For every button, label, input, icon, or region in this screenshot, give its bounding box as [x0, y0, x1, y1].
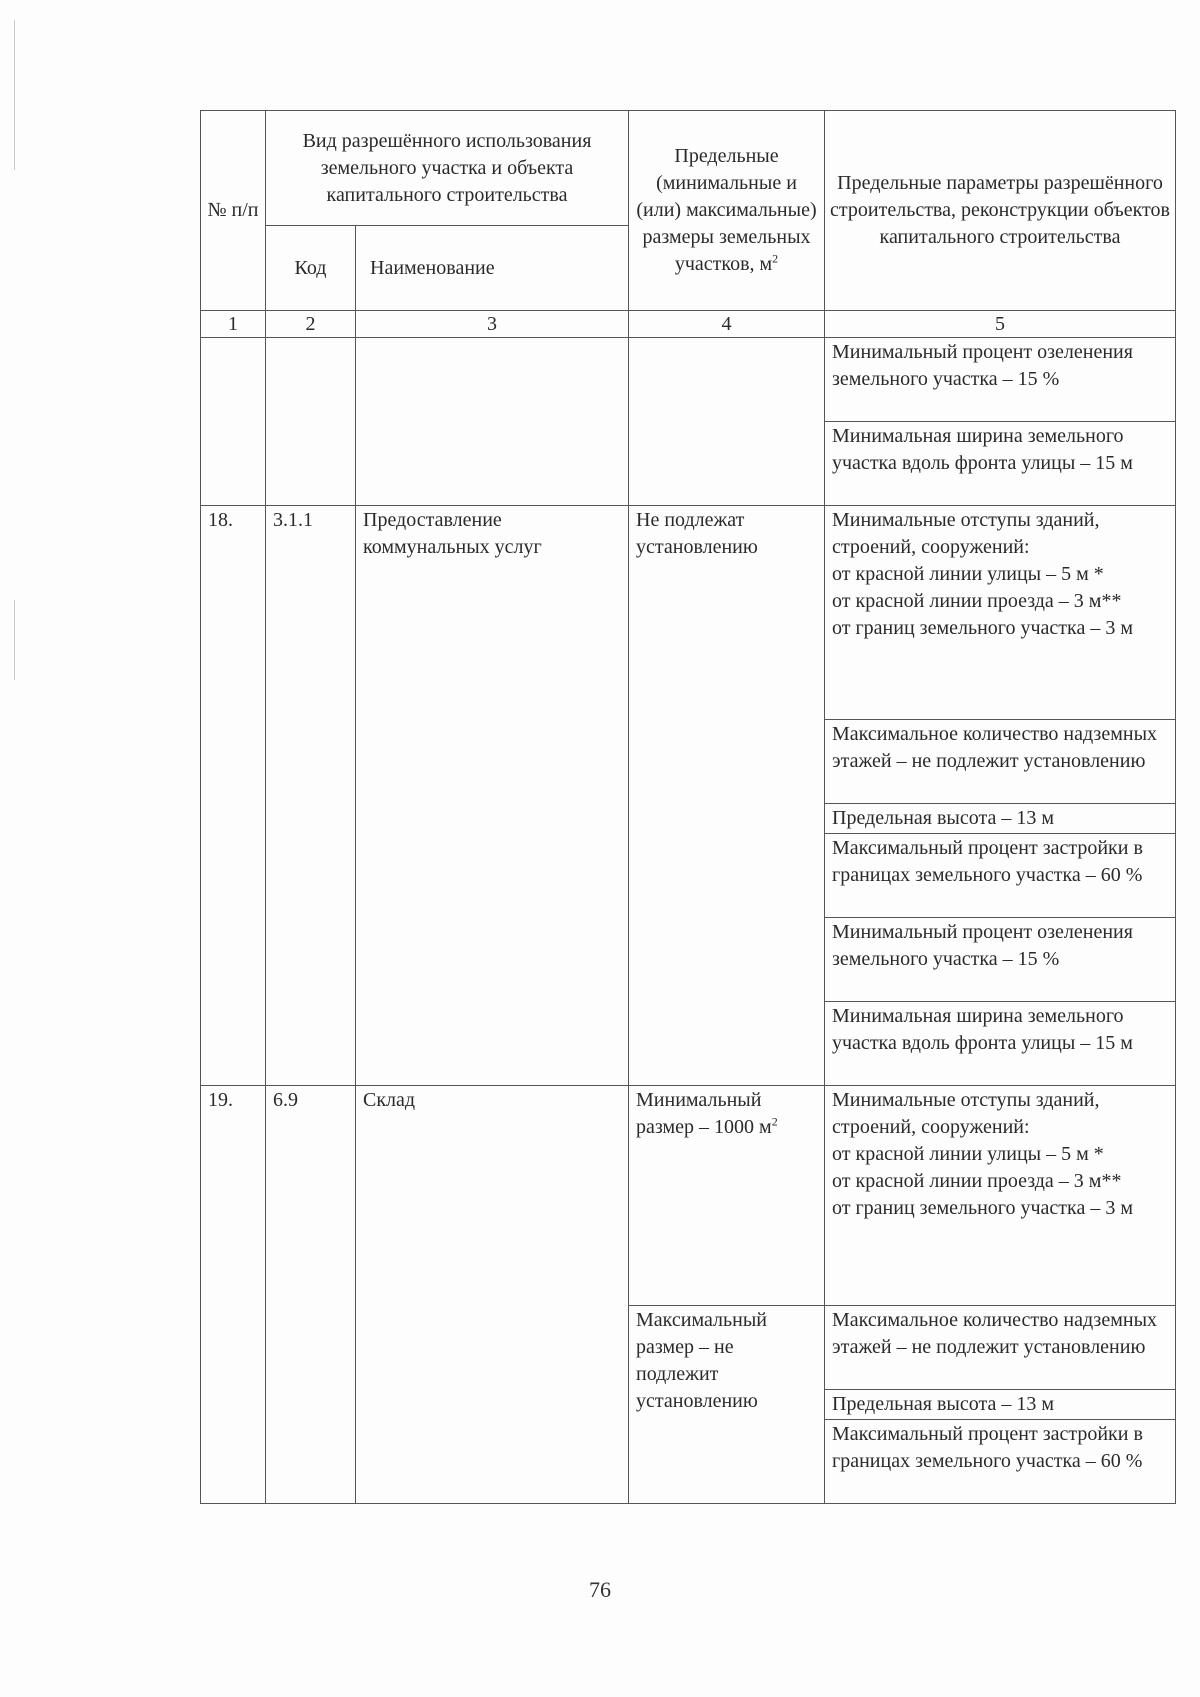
param-cell: Предельная высота – 13 м: [825, 804, 1176, 834]
column-number-row: [201, 311, 1176, 338]
param-cell: Максимальное количество надземных этажей – не подлежит установлению: [825, 1306, 1176, 1390]
param-cell: Минимальный процент озеленения земельного участка – 15 %: [825, 338, 1176, 422]
column-number: 1: [201, 311, 266, 338]
param-cell: [825, 506, 1176, 720]
row-size-min: Минимальный размер – 1000 $м^2$: [629, 1086, 825, 1306]
param-line: Минимальные отступы зданий, строений, сооружений:: [832, 509, 1100, 558]
param-cell: Минимальная ширина земельного участка вдоль фронта улицы – 15 м: [825, 422, 1176, 506]
document-page: [200, 110, 1175, 1504]
table-row: [201, 338, 1176, 422]
row-size-max: Максимальный размер – не подлежит установлению: [629, 1306, 825, 1504]
header-code: Код: [266, 226, 356, 311]
param-cell: [825, 1086, 1176, 1306]
column-number: 2: [266, 311, 356, 338]
scan-edge-mark: [14, 20, 15, 170]
param-cell: Максимальный процент застройки в границах земельного участка – 60 %: [825, 834, 1176, 918]
row-name: Предоставление коммунальных услуг: [356, 506, 629, 1086]
header-sizes: Предельные (минимальные и (или) максимальные) размеры земельных участков, $м^2$: [629, 111, 825, 311]
row-size: Не подлежат установлению: [629, 506, 825, 1086]
scan-edge-mark: [14, 600, 15, 680]
param-line: от красной линии проезда – 3 м**: [832, 590, 1122, 612]
param-cell: Минимальный процент озеленения земельного участка – 15 %: [825, 918, 1176, 1002]
cell-empty: [356, 338, 629, 506]
param-line: от красной линии улицы – 5 м *: [832, 563, 1104, 585]
header-num: № п/п: [201, 111, 266, 311]
row-number: 18.: [201, 506, 266, 1086]
land-use-table: [200, 110, 1176, 1504]
header-params: Предельные параметры разрешённого строительства, реконструкции объектов капитального строительства: [825, 111, 1176, 311]
param-cell: Предельная высота – 13 м: [825, 1390, 1176, 1420]
cell-empty: [201, 338, 266, 506]
cell-empty: [629, 338, 825, 506]
column-number: 4: [629, 311, 825, 338]
header-use-type: Вид разрешённого использования земельного участка и объекта капитального строительства: [266, 111, 629, 226]
header-name: Наименование: [356, 226, 629, 311]
param-cell: Максимальный процент застройки в границах земельного участка – 60 %: [825, 1420, 1176, 1504]
page-number: 76: [589, 1577, 611, 1602]
row-code: 6.9: [266, 1086, 356, 1504]
param-cell: Максимальное количество надземных этажей – не подлежит установлению: [825, 720, 1176, 804]
param-line: Минимальные отступы зданий, строений, сооружений:: [832, 1089, 1100, 1138]
param-line: от границ земельного участка – 3 м: [832, 1197, 1133, 1219]
column-number: 5: [825, 311, 1176, 338]
table-row: [201, 1086, 1176, 1306]
row-code: 3.1.1: [266, 506, 356, 1086]
cell-empty: [266, 338, 356, 506]
row-name: Склад: [356, 1086, 629, 1504]
param-line: от красной линии проезда – 3 м**: [832, 1170, 1122, 1192]
header-row: [201, 111, 1176, 226]
param-line: от границ земельного участка – 3 м: [832, 617, 1133, 639]
table-row: [201, 506, 1176, 720]
param-cell: Минимальная ширина земельного участка вдоль фронта улицы – 15 м: [825, 1002, 1176, 1086]
column-number: 3: [356, 311, 629, 338]
row-number: 19.: [201, 1086, 266, 1504]
param-line: от красной линии улицы – 5 м *: [832, 1143, 1104, 1165]
